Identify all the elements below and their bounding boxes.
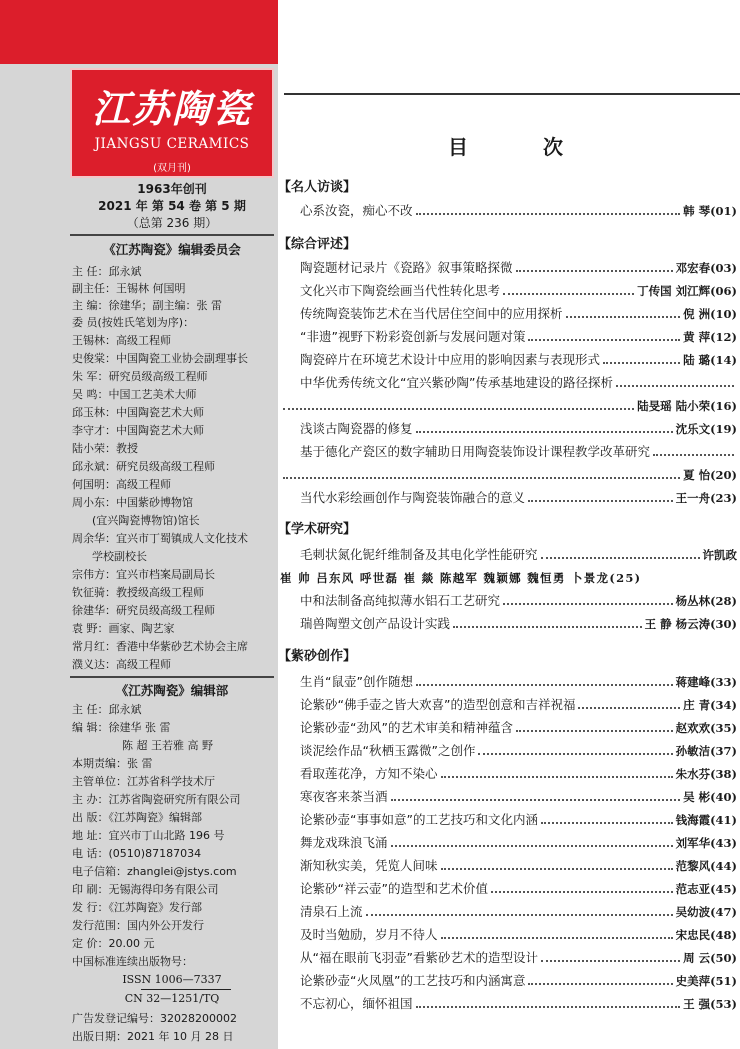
committee-line: (宜兴陶瓷博物馆)馆长: [92, 514, 200, 527]
leader-dots: [416, 1006, 681, 1008]
toc-entry[interactable]: [300, 348, 737, 368]
toc-entry-continued[interactable]: [280, 463, 737, 483]
entry-author: 庄 青(34): [683, 698, 737, 712]
red-header-block: [0, 0, 278, 64]
entry-title: 中和法制备高纯拟薄水铝石工艺研究: [300, 593, 501, 608]
entry-title: 瑞兽陶塑文创产品设计实践: [300, 616, 451, 631]
leader-dots: [491, 891, 673, 893]
entry-author: 史美萍(51): [675, 974, 737, 988]
toc-entry[interactable]: [300, 440, 737, 460]
editorial-line: 出 版：《江苏陶瓷》编辑部: [72, 811, 202, 824]
section-heading: 【名人访谈】: [278, 180, 357, 195]
entry-author: 王 强(53): [683, 997, 737, 1011]
entry-title: 基于德化产瓷区的数字辅助日用陶瓷装饰设计课程教学改革研究: [300, 444, 651, 459]
toc-entry[interactable]: [300, 831, 737, 851]
entry-title: 论紫砂壶“事事如意”的工艺技巧和文化内涵: [300, 812, 538, 827]
committee-line: 宗伟方：宜兴市档案局副局长: [72, 568, 215, 581]
committee-line: 王锡林：高级工程师: [72, 334, 171, 347]
editorial-line: 电 话：(0510)87187034: [72, 847, 202, 860]
editorial-line: 主 办：江苏省陶瓷研究所有限公司: [72, 793, 241, 806]
entry-author: 赵欢欢(35): [675, 721, 737, 735]
toc-entry[interactable]: [300, 612, 737, 632]
entry-title: 心系汝瓷，痴心不改: [300, 203, 413, 218]
leader-dots: [603, 362, 680, 364]
committee-line: 钦征骑：教授级高级工程师: [72, 586, 204, 599]
entry-title: 生肖“鼠壶”创作随想: [300, 674, 413, 689]
entry-author: 陆 璐(14): [683, 353, 737, 367]
entry-title: 浅谈古陶瓷器的修复: [300, 421, 413, 436]
entry-title: 论紫砂壶“火凤凰”的工艺技巧和内涵寓意: [300, 973, 526, 988]
editorial-line: 定 价：20.00 元: [72, 937, 155, 950]
leader-dots: [283, 477, 680, 479]
leader-dots: [541, 822, 673, 824]
committee-line: 主 编：徐建华；副主编：张 雷: [72, 299, 222, 312]
committee-line: 徐建华：研究员级高级工程师: [72, 604, 215, 617]
toc-entry[interactable]: [300, 670, 737, 690]
entry-author: 韩 琴(01): [683, 204, 737, 218]
entry-author-list: 崔 帅 吕东风 呼世磊 崔 燚 陈越军 魏颖娜 魏恒勇 卜景龙(25): [280, 571, 642, 585]
toc-entry[interactable]: [300, 693, 737, 713]
entry-author: 吴幼波(47): [675, 905, 737, 919]
section-heading: 【学术研究】: [278, 522, 357, 537]
committee-line: 袁 野：画家、陶艺家: [72, 622, 175, 635]
entry-title: 论紫砂壶“劲风”的艺术审美和精神蕴含: [300, 720, 513, 735]
entry-author: 朱水芬(38): [675, 767, 737, 781]
committee-line: 常月红：香港中华紫砂艺术协会主席: [72, 640, 248, 653]
entry-author: 许凯政: [702, 548, 737, 562]
editorial-line: 编 辑：徐建华 张 雷: [72, 721, 171, 734]
leader-dots: [528, 983, 672, 985]
section-heading: 【综合评述】: [278, 237, 357, 252]
entry-author: 倪 洲(10): [683, 307, 737, 321]
editorial-line: 发 行：《江苏陶瓷》发行部: [72, 901, 202, 914]
entry-author: 陆旻瑶 陆小荣(16): [637, 399, 737, 413]
toc-entry[interactable]: [300, 589, 737, 609]
cn-number: CN 32—1251/TQ: [124, 992, 220, 1005]
issue-number: 2021 年 第 54 卷 第 5 期: [98, 199, 246, 213]
toc-entry[interactable]: [300, 739, 737, 759]
leader-dots: [503, 603, 673, 605]
entry-title: 毛刺状氮化铌纤维制备及其电化学性能研究: [300, 547, 538, 562]
leader-dots: [416, 431, 673, 433]
toc-entry[interactable]: [300, 923, 737, 943]
entry-title: 陶瓷题材记录片《瓷路》叙事策略探微: [300, 260, 513, 275]
committee-line: 周余华：宜兴市丁蜀镇成人文化技术: [72, 532, 248, 545]
editorial-heading: 《江苏陶瓷》编辑部: [115, 683, 229, 698]
toc-entry[interactable]: [300, 486, 737, 506]
editorial-line: 主管单位：江苏省科学技术厅: [72, 775, 215, 788]
entry-title: 看取莲花净，方知不染心: [300, 766, 438, 781]
entry-title: 从“福在眼前飞羽壶”看紫砂艺术的造型设计: [300, 950, 538, 965]
leader-dots: [283, 408, 634, 410]
leader-dots: [528, 339, 680, 341]
editorial-line: 主 任：邱永斌: [72, 703, 142, 716]
ad-license: 广告发登记编号：32028200002: [72, 1012, 237, 1025]
founded-year: 1963年创刊: [137, 182, 207, 196]
toc-entry[interactable]: [300, 969, 737, 989]
entry-author: 黄 萍(12): [683, 330, 737, 344]
divider: [70, 676, 274, 678]
editorial-line: 本期责编：张 雷: [72, 757, 153, 770]
entry-author: 吴 彬(40): [683, 790, 737, 804]
editorial-line: 印 刷：无锡海得印务有限公司: [72, 883, 219, 896]
committee-line: 陆小荣：教授: [72, 442, 138, 455]
leader-dots: [653, 454, 734, 456]
committee-heading: 《江苏陶瓷》编辑委员会: [103, 242, 241, 257]
entry-author: 王一舟(23): [675, 491, 737, 505]
leader-dots: [366, 914, 673, 916]
editorial-line: 发行范围：国内外公开发行: [72, 919, 204, 932]
toc-entry[interactable]: [300, 992, 737, 1012]
toc-title: 目 次: [448, 135, 597, 159]
committee-line: 主 任：邱永斌: [72, 265, 142, 278]
leader-dots: [578, 707, 680, 709]
leader-dots: [478, 753, 672, 755]
committee-line: 周小东：中国紫砂博物馆: [72, 496, 193, 509]
entry-title: 不忘初心，缅怀祖国: [300, 996, 413, 1011]
entry-author: 孙敏洁(37): [675, 744, 737, 758]
leader-dots: [503, 293, 634, 295]
committee-line: 何国明：高级工程师: [72, 478, 171, 491]
leader-dots: [416, 684, 673, 686]
committee-line: 副主任：王锡林 何国明: [72, 282, 186, 295]
committee-line: 史俊棠：中国陶瓷工业协会副理事长: [72, 352, 248, 365]
entry-title: 论紫砂“佛手壶之皆大欢喜”的造型创意和吉祥祝福: [300, 697, 576, 712]
toc-entry-continued[interactable]: [280, 394, 737, 414]
committee-line: 学校副校长: [92, 550, 147, 563]
entry-author: 邓宏春(03): [675, 261, 737, 275]
toc-entry[interactable]: [300, 716, 737, 736]
toc-entry[interactable]: [300, 417, 737, 437]
entry-title: 文化兴市下陶瓷绘画当代性转化思考: [300, 283, 501, 298]
toc-entry[interactable]: [300, 325, 737, 345]
entry-title: 舞龙戏珠浪飞涌: [300, 835, 388, 850]
header-rule: [284, 93, 740, 95]
editorial-line: 中国标准连续出版物号：: [72, 955, 193, 968]
leader-dots: [441, 868, 673, 870]
leader-dots: [441, 937, 673, 939]
entry-author: 蒋建峰(33): [675, 675, 737, 689]
leader-dots: [391, 799, 681, 801]
entry-title: 及时当勉励，岁月不待人: [300, 927, 438, 942]
toc-entry[interactable]: [300, 808, 737, 828]
entry-title: “非遗”视野下粉彩瓷创新与发展问题对策: [300, 329, 526, 344]
leader-dots: [516, 270, 673, 272]
entry-author: 周 云(50): [683, 951, 737, 965]
logo-title-en: JIANGSU CERAMICS: [94, 136, 250, 152]
leader-dots: [616, 385, 734, 387]
toc-entry[interactable]: [300, 543, 737, 563]
entry-title: 传统陶瓷装饰艺术在当代居住空间中的应用探析: [300, 306, 563, 321]
editorial-email: 电子信箱：zhanglei@jstys.com: [72, 865, 237, 878]
entry-author: 王 静 杨云涛(30): [644, 617, 737, 631]
editorial-line: 陈 超 王若雅 高 野: [122, 739, 213, 752]
issn-number: ISSN 1006—7337: [122, 973, 222, 986]
committee-line: 吴 鸣：中国工艺美术大师: [72, 388, 197, 401]
total-issue: （总第 236 期）: [126, 216, 218, 230]
toc-entry[interactable]: [300, 946, 737, 966]
pub-date: 出版日期：2021 年 10 月 28 日: [72, 1030, 234, 1043]
entry-title: 渐知秋实美，凭览人间味: [300, 858, 438, 873]
logo-frequency: (双月刊): [153, 163, 191, 174]
entry-title: 清泉石上流: [300, 904, 363, 919]
toc-entry[interactable]: [300, 877, 737, 897]
leader-dots: [516, 730, 673, 732]
leader-dots: [541, 960, 680, 962]
entry-author: 钱海霞(41): [675, 813, 737, 827]
committee-line: 邱永斌：研究员级高级工程师: [72, 460, 215, 473]
committee-line: 委 员(按姓氏笔划为序)：: [72, 316, 195, 329]
leader-dots: [541, 557, 700, 559]
entry-title: 中华优秀传统文化“宜兴紫砂陶”传承基地建设的路径探析: [300, 375, 613, 390]
toc-entry[interactable]: [300, 302, 737, 322]
toc-entry[interactable]: [300, 785, 737, 805]
entry-author: 刘军华(43): [675, 836, 737, 850]
section-heading: 【紫砂创作】: [278, 649, 357, 664]
logo-title-cn: 江苏陶瓷: [91, 86, 252, 131]
divider: [70, 234, 274, 236]
committee-line: 邱玉林：中国陶瓷艺术大师: [72, 406, 204, 419]
entry-author: 范志亚(45): [675, 882, 737, 896]
toc-entry[interactable]: [300, 762, 737, 782]
masthead-sidebar: [0, 0, 278, 1049]
entry-author: 范黎风(44): [675, 859, 737, 873]
leader-dots: [566, 316, 681, 318]
committee-line: 濮义达：高级工程师: [72, 658, 171, 671]
journal-logo: [70, 68, 274, 178]
toc-entry[interactable]: [300, 199, 737, 219]
toc-entry[interactable]: [300, 854, 737, 874]
toc-entry[interactable]: [300, 900, 737, 920]
entry-author: 宋忠民(48): [675, 928, 737, 942]
leader-dots: [416, 213, 681, 215]
toc-entry[interactable]: [300, 256, 737, 276]
issn-underline: [141, 989, 231, 990]
entry-author: 夏 怡(20): [683, 468, 737, 482]
leader-dots: [528, 500, 673, 502]
editorial-line: 地 址：宜兴市丁山北路 196 号: [72, 829, 225, 842]
entry-author: 沈乐文(19): [675, 422, 737, 436]
toc-entry[interactable]: [300, 279, 737, 299]
entry-author: 杨丛林(28): [675, 594, 737, 608]
committee-line: 朱 军：研究员级高级工程师: [72, 370, 208, 383]
entry-title: 谈泥绘作品“秋栖玉露微”之创作: [300, 743, 476, 758]
leader-dots: [391, 845, 673, 847]
entry-title: 论紫砂“祥云壶”的造型和艺术价值: [300, 881, 488, 896]
entry-title: 寒夜客来茶当酒: [300, 789, 388, 804]
entry-title: 陶瓷碎片在环境艺术设计中应用的影响因素与表现形式: [300, 352, 601, 367]
entry-title: 当代水彩绘画创作与陶瓷装饰融合的意义: [300, 490, 526, 505]
leader-dots: [441, 776, 673, 778]
committee-line: 李守才：中国陶瓷艺术大师: [72, 424, 204, 437]
entry-author: 丁传国 刘江辉(06): [637, 284, 737, 298]
toc-entry[interactable]: [300, 371, 737, 391]
leader-dots: [453, 626, 642, 628]
